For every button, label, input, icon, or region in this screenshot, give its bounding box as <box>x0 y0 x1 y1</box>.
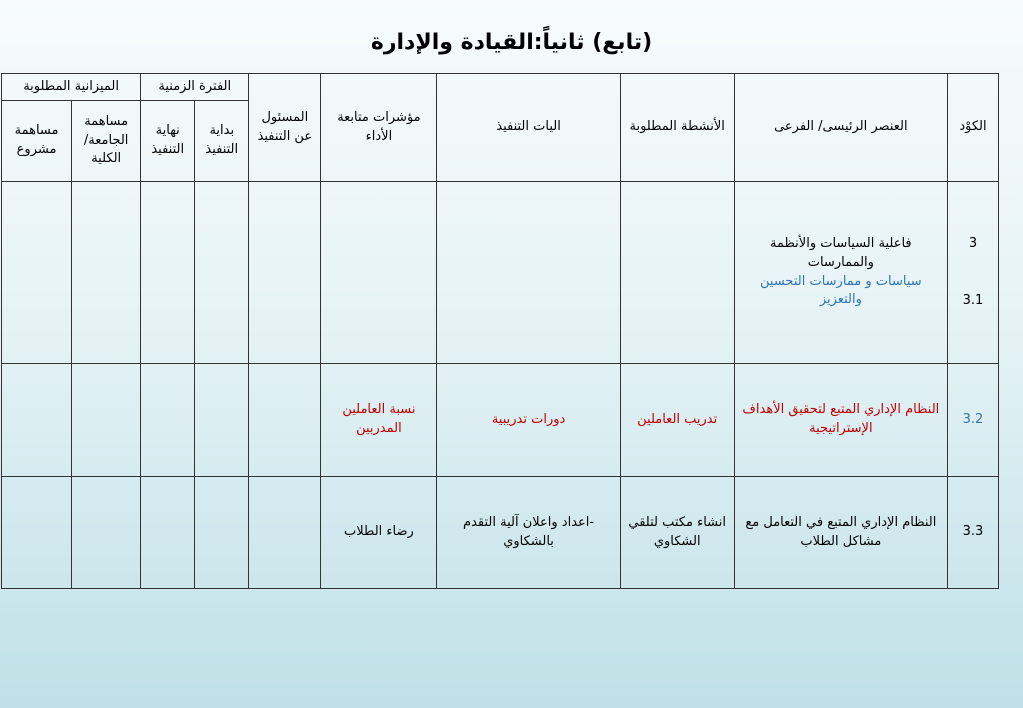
code-cell: 3.2 <box>947 364 998 477</box>
university-cell <box>72 364 141 477</box>
header-end: نهاية التنفيذ <box>141 101 195 182</box>
element-text: النظام الإداري المتبع في التعامل مع مشاكل الطلاب <box>745 514 937 549</box>
responsible-cell <box>249 182 321 364</box>
element-cell <box>734 182 947 364</box>
indicators-cell: رضاء الطلاب <box>321 477 437 589</box>
indicators-cell: نسبة العاملين المدربين <box>321 364 437 477</box>
element-cell <box>734 477 947 589</box>
slide-title: (تابع) ثانياً:القيادة والإدارة <box>370 30 653 55</box>
element-sub: سياسات و ممارسات التحسين والتعزيز <box>760 273 922 308</box>
start-cell <box>195 364 249 477</box>
header-element: العنصر الرئيسى/ الفرعى <box>734 74 947 182</box>
code-cell: 3.3 <box>947 477 998 589</box>
mechanisms-cell: دورات تدريبية <box>437 364 620 477</box>
table-row-3-3 <box>2 477 999 589</box>
code-sub: 3.1 <box>962 292 984 308</box>
activities-cell: انشاء مكتب لتلقي الشكاوي <box>620 477 734 589</box>
header-mechanisms: اليات التنفيذ <box>437 74 620 182</box>
action-plan-table <box>1 73 999 589</box>
header-start: بداية التنفيذ <box>195 101 249 182</box>
header-timeframe: الفترة الزمنية <box>141 74 249 101</box>
element-text: النظام الإداري المتبع لتحقيق الأهداف الإستراتيجية <box>742 402 940 436</box>
start-cell <box>195 182 249 364</box>
element-main: فاعلية السياسات والأنظمة والممارسات <box>770 235 912 270</box>
project-cell <box>2 364 72 477</box>
project-cell <box>2 477 72 589</box>
university-cell <box>72 182 141 364</box>
table-row-3-2 <box>2 364 999 477</box>
table-row-3 <box>2 182 999 364</box>
start-cell <box>195 477 249 589</box>
university-cell <box>72 477 141 589</box>
header-responsible: المسئول عن التنفيذ <box>249 74 321 182</box>
header-budget: الميزانية المطلوبة <box>2 74 141 101</box>
responsible-cell <box>249 477 321 589</box>
code-cell <box>947 182 998 364</box>
end-cell <box>141 182 195 364</box>
project-cell <box>2 182 72 364</box>
header-university-contribution: مساهمة الجامعة/ الكلية <box>72 101 141 182</box>
activities-cell <box>620 182 734 364</box>
indicators-cell <box>321 182 437 364</box>
header-row-top <box>2 74 999 101</box>
end-cell <box>141 477 195 589</box>
header-indicators: مؤشرات متابعة الأداء <box>321 74 437 182</box>
header-activities: الأنشطة المطلوبة <box>620 74 734 182</box>
responsible-cell <box>249 364 321 477</box>
code-main: 3 <box>968 235 978 251</box>
header-code: الكوْد <box>947 74 998 182</box>
end-cell <box>141 364 195 477</box>
activities-cell: تدريب العاملين <box>620 364 734 477</box>
element-cell <box>734 364 947 477</box>
mechanisms-cell: -اعداد واعلان آلية التقدم بالشكاوي <box>437 477 620 589</box>
mechanisms-cell <box>437 182 620 364</box>
header-project-contribution: مساهمة مشروع <box>2 101 72 182</box>
